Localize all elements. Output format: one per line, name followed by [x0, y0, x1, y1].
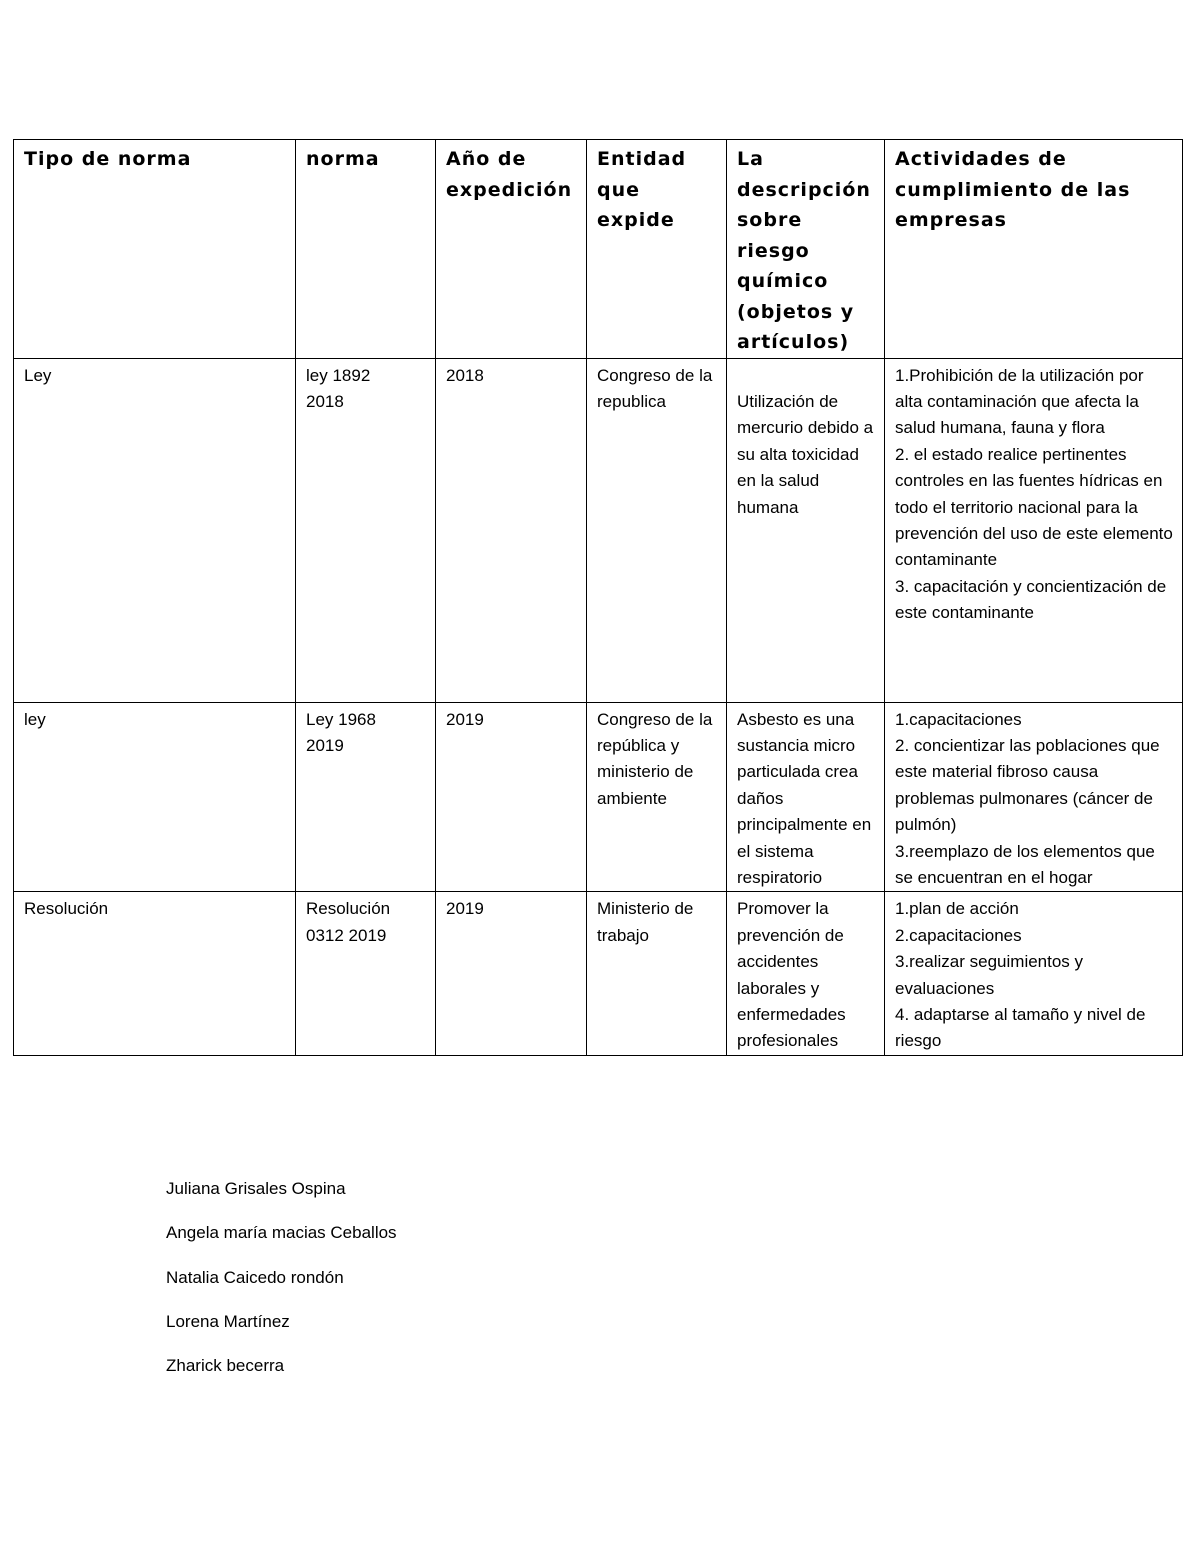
cell-anio: 2019: [436, 892, 587, 1055]
cell-descripcion: Promover la prevención de accidentes laborales y enfermedades profesionales: [727, 892, 885, 1055]
cell-entidad: Congreso de la republica: [587, 358, 727, 702]
header-anio-de-expedicion: Año de expedición: [436, 140, 587, 359]
table-row: [14, 702, 1183, 892]
cell-norma: Resolución 0312 2019: [296, 892, 436, 1055]
cell-anio: 2018: [436, 358, 587, 702]
table-row: [14, 892, 1183, 1055]
author-name: Natalia Caicedo rondón: [166, 1267, 344, 1287]
cell-descripcion: Asbesto es una sustancia micro particulada crea daños principalmente en el sistema respiratorio: [727, 702, 885, 892]
table-row: [14, 358, 1183, 702]
norms-table: [13, 139, 1183, 1056]
table-header-row: [14, 140, 1183, 359]
author-name: Lorena Martínez: [166, 1311, 290, 1331]
cell-anio: 2019: [436, 702, 587, 892]
cell-entidad: Ministerio de trabajo: [587, 892, 727, 1055]
cell-descripcion: Utilización de mercurio debido a su alta toxicidad en la salud humana: [727, 358, 885, 702]
header-entidad-que-expide: Entidad que expide: [587, 140, 727, 359]
header-tipo-de-norma: Tipo de norma: [14, 140, 296, 359]
author-name: Angela maría macias Ceballos: [166, 1223, 397, 1243]
author-name: Zharick becerra: [166, 1356, 285, 1376]
cell-tipo: ley: [14, 702, 296, 892]
header-norma: norma: [296, 140, 436, 359]
header-actividades-de-cumplimiento: Actividades de cumplimiento de las empresas: [885, 140, 1183, 359]
author-name: Juliana Grisales Ospina: [166, 1179, 346, 1198]
cell-actividades: 1.Prohibición de la utilización por alta contaminación que afecta la salud humana, fauna y flora 2. el estado realice pertinentes controles en las fuentes hídricas en todo el territorio nacional para la prevención del uso de este elemento contaminante 3. capacitación y concientización de este contaminante: [885, 358, 1183, 702]
cell-actividades: 1.capacitaciones 2. concientizar las poblaciones que este material fibroso causa problemas pulmonares (cáncer de pulmón) 3.reemplazo de los elementos que se encuentran en el hogar: [885, 702, 1183, 892]
cell-norma: Ley 1968 2019: [296, 702, 436, 892]
cell-norma: ley 1892 2018: [296, 358, 436, 702]
cell-entidad: Congreso de la república y ministerio de ambiente: [587, 702, 727, 892]
header-descripcion-riesgo-quimico: La descripción sobre riesgo químico (objetos y artículos): [727, 140, 885, 359]
cell-tipo: Resolución: [14, 892, 296, 1055]
cell-actividades: 1.plan de acción 2.capacitaciones 3.realizar seguimientos y evaluaciones 4. adaptarse al tamaño y nivel de riesgo: [885, 892, 1183, 1055]
cell-tipo: Ley: [14, 358, 296, 702]
author-list: [166, 1176, 397, 1397]
